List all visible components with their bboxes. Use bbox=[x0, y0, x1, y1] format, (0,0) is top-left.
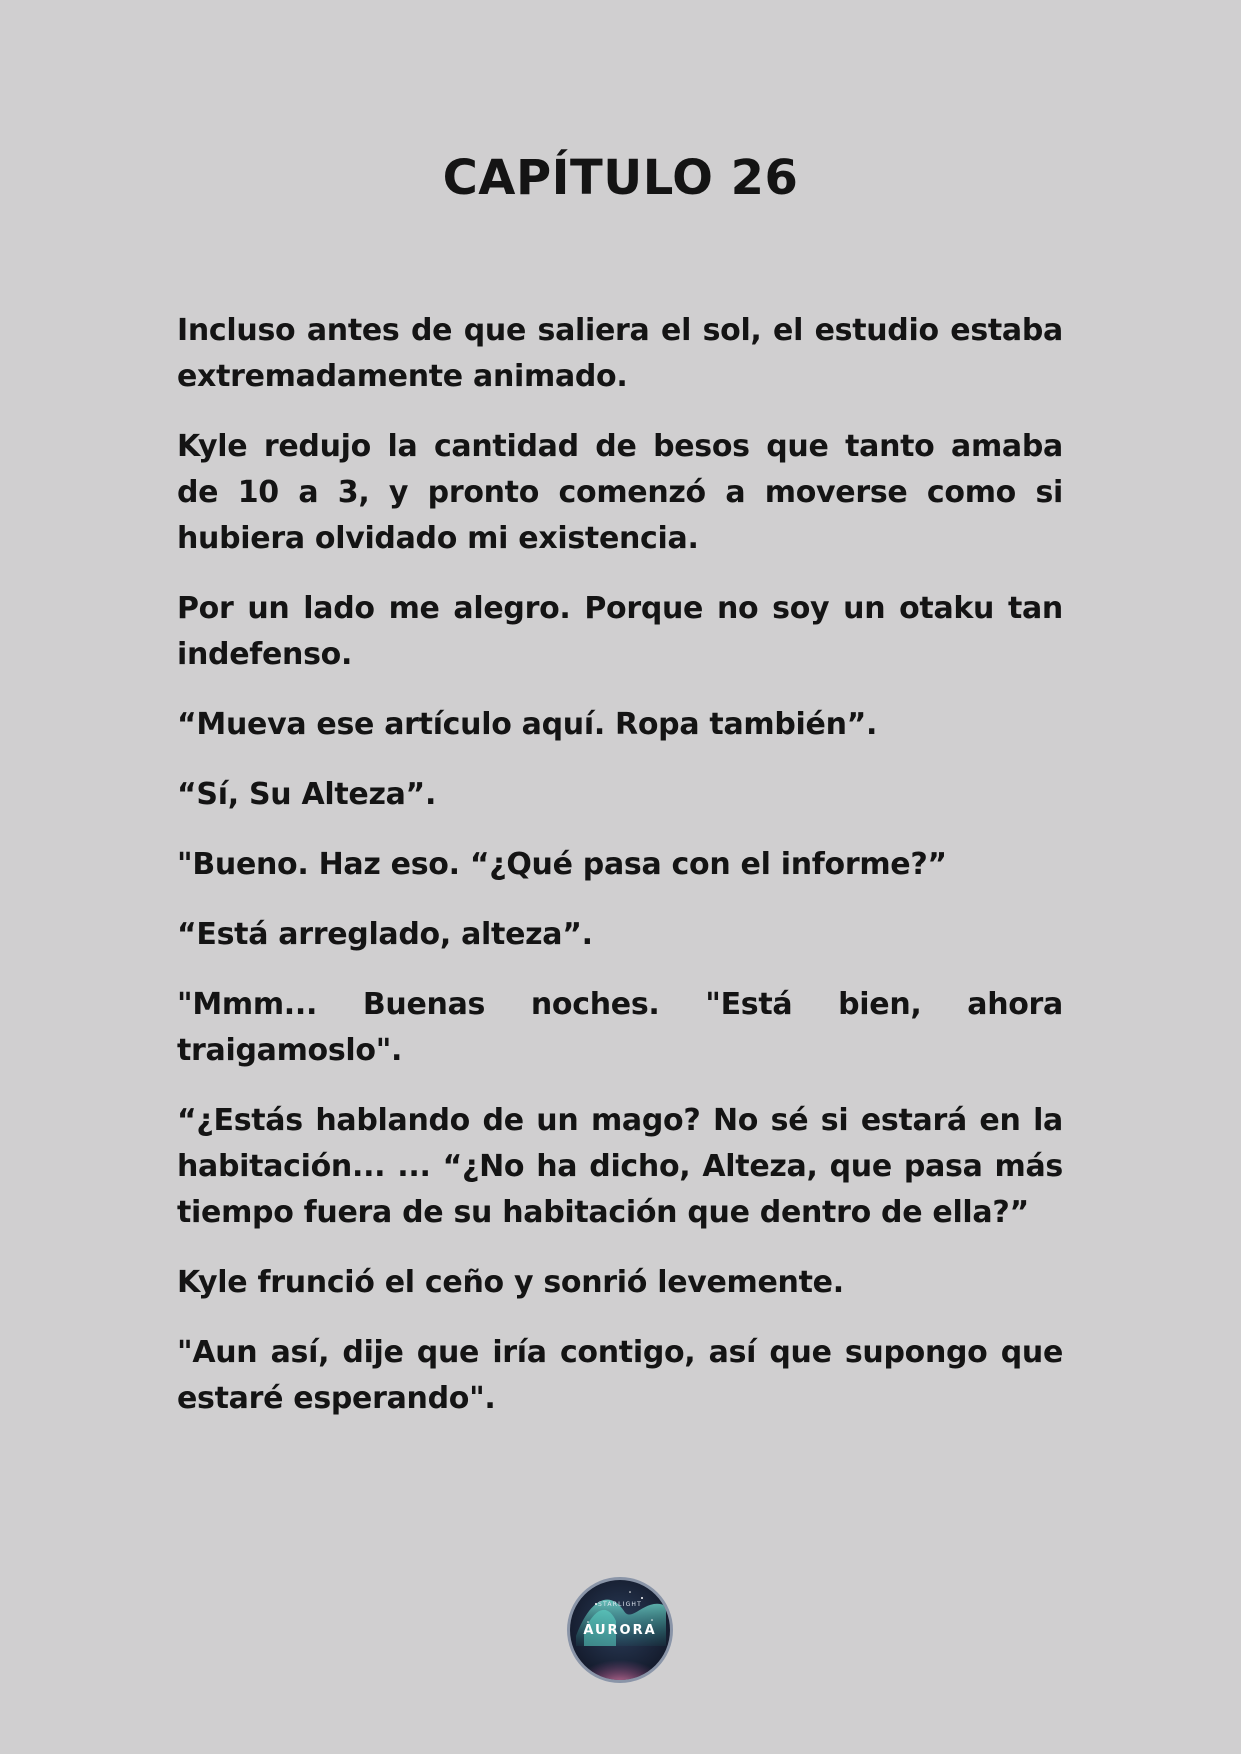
paragraph: “Está arreglado, alteza”. bbox=[177, 917, 593, 952]
paragraph: Kyle redujo la cantidad de besos que tanto amaba de 10 a 3, y pronto comenzó a moverse como si hubiera olvidado mi existencia. bbox=[177, 429, 1063, 556]
paragraph: "Bueno. Haz eso. “¿Qué pasa con el informe?” bbox=[177, 847, 947, 882]
paragraph: Kyle frunció el ceño y sonrió levemente. bbox=[177, 1265, 844, 1300]
paragraph: "Mmm... Buenas noches. "Está bien, ahora traigamoslo". bbox=[177, 987, 1063, 1068]
logo-subtitle: STARLIGHT bbox=[597, 1601, 643, 1608]
paragraph: “Mueva ese artículo aquí. Ropa también”. bbox=[177, 707, 878, 742]
paragraph: “Sí, Su Alteza”. bbox=[177, 777, 437, 812]
chapter-body bbox=[177, 308, 1063, 1446]
paragraph: Incluso antes de que saliera el sol, el estudio estaba extremadamente animado. bbox=[177, 313, 1063, 394]
aurora-logo-icon bbox=[566, 1576, 674, 1684]
paragraph: "Aun así, dije que iría contigo, así que supongo que estaré esperando". bbox=[177, 1335, 1063, 1416]
logo-name: AURORA bbox=[583, 1623, 657, 1638]
chapter-title: CAPÍTULO 26 bbox=[442, 150, 799, 206]
paragraph: Por un lado me alegro. Porque no soy un otaku tan indefenso. bbox=[177, 591, 1063, 672]
paragraph: “¿Estás hablando de un mago? No sé si estará en la habitación... ... “¿No ha dicho, Alteza, que pasa más tiempo fuera de su habitación que dentro de ella?” bbox=[177, 1103, 1063, 1230]
